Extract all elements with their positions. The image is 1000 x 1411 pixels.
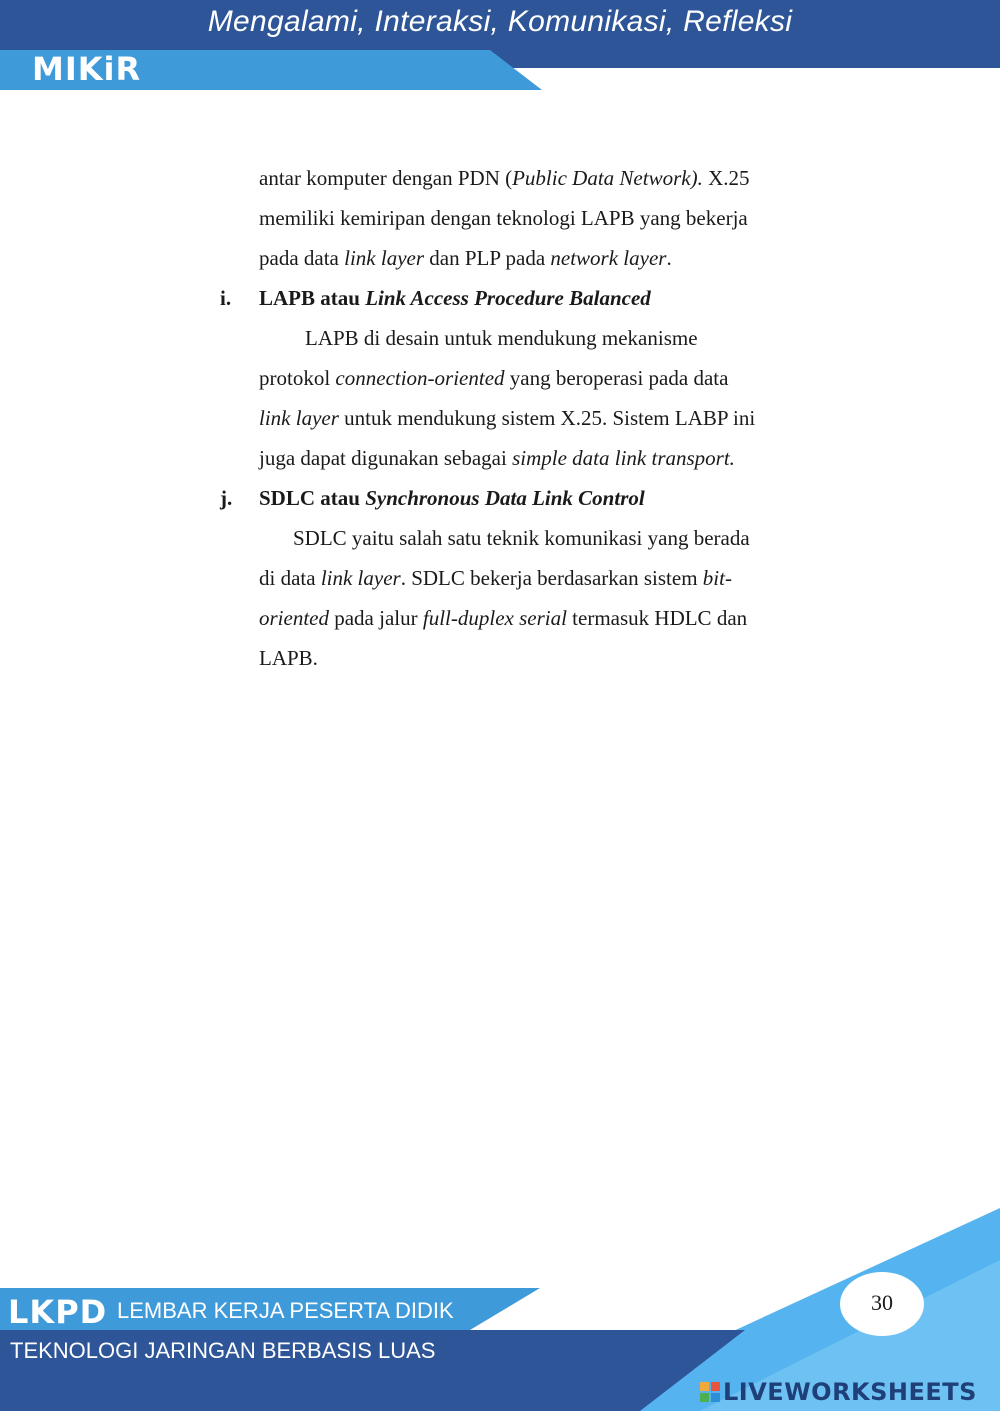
text-segment: . [666,246,672,270]
italic-term: link layer [344,246,425,270]
intro-paragraph [220,158,813,278]
italic-term: full-duplex serial [422,606,567,630]
italic-term: link layer [320,566,401,590]
text-line [259,438,813,478]
text-segment: . SDLC bekerja berdasarkan sistem [400,566,703,590]
italic-term: connection-oriented [335,366,505,390]
italic-term: network layer [550,246,667,270]
text-segment: SDLC yaitu salah satu teknik komunikasi yang berada [293,526,750,550]
section-i-title-italic: Link Access Procedure Balanced [365,286,651,310]
italic-term: bit- [702,566,732,590]
footer-subtitle: LEMBAR KERJA PESERTA DIDIK [117,1298,454,1323]
page-number: 30 [871,1290,893,1315]
section-i-title-plain: LAPB atau [259,286,366,310]
text-segment: pada data [259,246,345,270]
page-content [220,158,813,678]
text-line [259,158,813,198]
section-i-marker: i. [220,286,232,310]
text-segment: juga dapat digunakan sebagai [259,446,513,470]
text-segment: dan PLP pada [424,246,551,270]
text-line [259,638,813,678]
italic-term: link layer [259,406,339,430]
section-i-heading [220,278,813,318]
text-segment: untuk mendukung sistem X.25. Sistem LABP ini [338,406,756,430]
text-line [259,558,813,598]
footer-course-title: TEKNOLOGI JARINGAN BERBASIS LUAS [10,1338,436,1363]
section-j-heading [220,478,813,518]
section-i-paragraph [220,318,813,478]
text-segment: pada jalur [328,606,423,630]
text-segment: memiliki kemiripan dengan teknologi LAPB yang bekerja [259,206,748,230]
lkpd-logo: LKPD [8,1293,108,1331]
header-title: Mengalami, Interaksi, Komunikasi, Refleksi [207,5,793,38]
liveworksheets-watermark [700,1378,977,1406]
text-line [259,598,813,638]
text-segment: termasuk HDLC dan [566,606,748,630]
watermark-text: LIVEWORKSHEETS [723,1378,977,1406]
text-line [259,318,813,358]
section-j-paragraph [220,518,813,678]
italic-term: oriented [259,606,329,630]
section-j-title-plain: SDLC atau [259,486,366,510]
text-segment: antar komputer dengan PDN ( [259,166,513,190]
italic-term: simple data link transport. [512,446,735,470]
text-segment: di data [259,566,321,590]
text-segment: LAPB di desain untuk mendukung mekanisme [305,326,698,350]
section-j-title-italic: Synchronous Data Link Control [365,486,645,510]
text-segment: yang beroperasi pada data [504,366,729,390]
text-line [259,358,813,398]
text-line [259,238,813,278]
text-segment: LAPB. [259,646,318,670]
text-line [259,198,813,238]
text-segment: X.25 [702,166,750,190]
section-j-marker: j. [220,486,233,510]
text-line [259,518,813,558]
mikir-logo: MIKiR [32,50,142,88]
text-line [259,398,813,438]
text-segment: protokol [259,366,336,390]
italic-term: Public Data Network). [512,166,703,190]
liveworksheets-icon [700,1382,720,1402]
